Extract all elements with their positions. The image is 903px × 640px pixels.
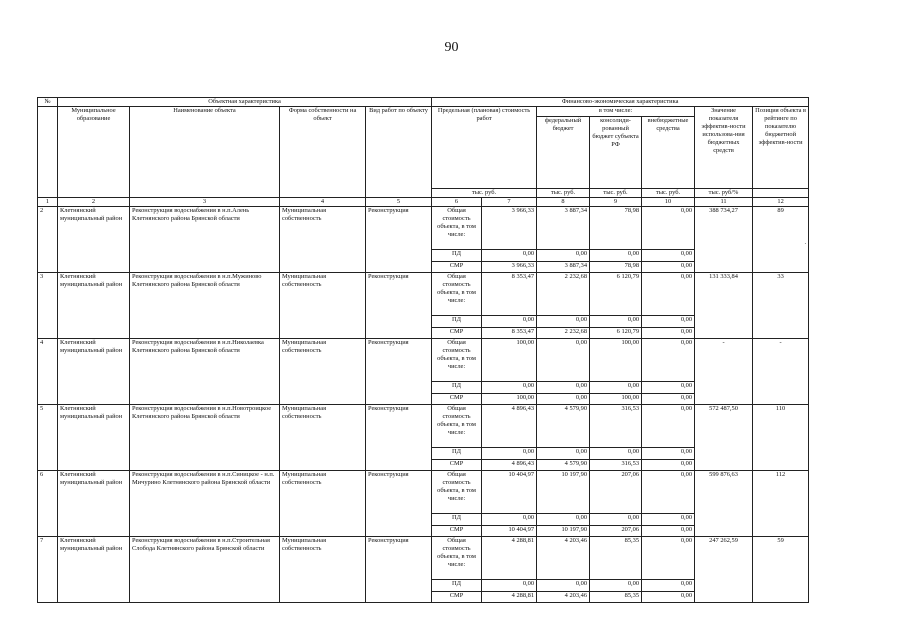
- rating-cell: [753, 405, 809, 471]
- federal-value: 3 887,34: [537, 207, 590, 250]
- pd-total-value: 0,00: [482, 250, 537, 261]
- work-type-cell: Реконструкция: [366, 405, 432, 471]
- smr-consolidated-value: 100,00: [590, 393, 642, 404]
- column-number: 4: [280, 197, 366, 206]
- pd-federal-value: 0,00: [537, 316, 590, 327]
- pd-label: ПД: [432, 316, 482, 327]
- column-number: 8: [537, 197, 590, 206]
- federal-value: 4 203,46: [537, 536, 590, 579]
- smr-label: СМР: [432, 591, 482, 603]
- table-row: [38, 273, 809, 316]
- column-number: 11: [695, 197, 753, 206]
- pd-total-value: 0,00: [482, 316, 537, 327]
- header-ownership: Форма собственности на объект: [280, 107, 366, 198]
- column-number: 2: [58, 197, 130, 206]
- work-type-cell: Реконструкция: [366, 536, 432, 602]
- pd-federal-value: 0,00: [537, 448, 590, 459]
- rating-value: 59: [777, 536, 784, 544]
- pd-label: ПД: [432, 514, 482, 525]
- pd-consolidated-value: 0,00: [590, 316, 642, 327]
- federal-value: 0,00: [537, 339, 590, 382]
- pd-consolidated-value: 0,00: [590, 448, 642, 459]
- row-number: 3: [38, 273, 58, 339]
- work-type-cell: Реконструкция: [366, 273, 432, 339]
- smr-federal-value: 10 197,90: [537, 525, 590, 536]
- total-cost-value: 10 404,97: [482, 470, 537, 513]
- row-number: 5: [38, 405, 58, 471]
- column-number: 9: [590, 197, 642, 206]
- work-type-cell: Реконструкция: [366, 470, 432, 536]
- municipality-cell: Клетнянский муниципальный район: [58, 273, 130, 339]
- header-indicator-value: Значение показателя эффектив-ности использова-ния бюджетных средств: [695, 107, 753, 188]
- column-number: 6: [432, 197, 482, 206]
- cost-label-total: Общая стоимость объекта, в том числе:: [432, 207, 482, 250]
- pd-extrabudget-value: 0,00: [642, 514, 695, 525]
- smr-total-value: 100,00: [482, 393, 537, 404]
- header-municipality: Муниципальное образование: [58, 107, 130, 198]
- rating-value: 33: [777, 273, 784, 281]
- object-name-cell: Реконструкция водоснабжения в н.п.Алень Клетнянского района Брянской области: [130, 207, 280, 273]
- extrabudget-value: 0,00: [642, 536, 695, 579]
- rating-cell: [753, 536, 809, 602]
- indicator-value-cell: -: [695, 339, 753, 405]
- header-including: в том числе:: [537, 107, 695, 116]
- smr-federal-value: 4 203,46: [537, 591, 590, 603]
- smr-total-value: 4 896,43: [482, 459, 537, 470]
- header-rating-position: Позиция объекта в рейтинге по показателю бюджетной эффектив-ности: [753, 107, 809, 188]
- smr-federal-value: 0,00: [537, 393, 590, 404]
- pd-extrabudget-value: 0,00: [642, 316, 695, 327]
- smr-label: СМР: [432, 525, 482, 536]
- smr-consolidated-value: 6 120,79: [590, 327, 642, 338]
- smr-extrabudget-value: 0,00: [642, 459, 695, 470]
- header-no: №: [38, 98, 58, 107]
- row-number: 2: [38, 207, 58, 273]
- ownership-cell: Муниципальная собственность: [280, 273, 366, 339]
- rating-cell: [753, 339, 809, 405]
- unit-extrabudget: тыс. руб.: [642, 188, 695, 197]
- smr-extrabudget-value: 0,00: [642, 591, 695, 603]
- smr-consolidated-value: 85,35: [590, 591, 642, 603]
- unit-rating: [753, 188, 809, 197]
- pd-consolidated-value: 0,00: [590, 580, 642, 591]
- column-number: 7: [482, 197, 537, 206]
- indicator-value-cell: 131 333,84: [695, 273, 753, 339]
- column-number: 1: [38, 197, 58, 206]
- row-number: 7: [38, 536, 58, 602]
- rating-value: 89: [777, 207, 784, 215]
- row-number: 4: [38, 339, 58, 405]
- municipality-cell: Клетнянский муниципальный район: [58, 405, 130, 471]
- municipality-cell: Клетнянский муниципальный район: [58, 207, 130, 273]
- object-name-cell: Реконструкция водоснабжения в н.п.Синицкое - н.п. Мичурино Клетнянского района Брянской области: [130, 470, 280, 536]
- total-cost-value: 8 353,47: [482, 273, 537, 316]
- table-row: [38, 207, 809, 250]
- pd-federal-value: 0,00: [537, 580, 590, 591]
- smr-extrabudget-value: 0,00: [642, 327, 695, 338]
- pd-federal-value: 0,00: [537, 250, 590, 261]
- pd-extrabudget-value: 0,00: [642, 250, 695, 261]
- smr-extrabudget-value: 0,00: [642, 261, 695, 272]
- cost-label-total: Общая стоимость объекта, в том числе:: [432, 339, 482, 382]
- header-planned-cost: Предельная (плановая) стоимость работ: [432, 107, 537, 188]
- unit-federal: тыс. руб.: [537, 188, 590, 197]
- header-finance-group: Финансово-экономическая характеристика: [432, 98, 809, 107]
- smr-label: СМР: [432, 327, 482, 338]
- table-row: [38, 470, 809, 513]
- unit-indicator: тыс. руб/%: [695, 188, 753, 197]
- cost-label-total: Общая стоимость объекта, в том числе:: [432, 470, 482, 513]
- investment-table: [37, 97, 809, 603]
- work-type-cell: Реконструкция: [366, 207, 432, 273]
- smr-consolidated-value: 207,06: [590, 525, 642, 536]
- cost-label-total: Общая стоимость объекта, в том числе:: [432, 273, 482, 316]
- pd-consolidated-value: 0,00: [590, 514, 642, 525]
- header-consolidated: консолиди-рованный бюджет субъекта РФ: [590, 116, 642, 188]
- smr-consolidated-value: 316,53: [590, 459, 642, 470]
- federal-value: 2 232,68: [537, 273, 590, 316]
- ownership-cell: Муниципальная собственность: [280, 207, 366, 273]
- pd-total-value: 0,00: [482, 382, 537, 393]
- consolidated-value: 78,98: [590, 207, 642, 250]
- indicator-value-cell: 572 487,50: [695, 405, 753, 471]
- pd-total-value: 0,00: [482, 514, 537, 525]
- header-object-group: Объектная характеристика: [58, 98, 432, 107]
- header-work-type: Вид работ по объекту: [366, 107, 432, 198]
- extrabudget-value: 0,00: [642, 339, 695, 382]
- pd-label: ПД: [432, 580, 482, 591]
- municipality-cell: Клетнянский муниципальный район: [58, 536, 130, 602]
- header-extrabudget: внебюджетные средства: [642, 116, 695, 188]
- municipality-cell: Клетнянский муниципальный район: [58, 339, 130, 405]
- header-object-name: Наименование объекта: [130, 107, 280, 198]
- pd-federal-value: 0,00: [537, 514, 590, 525]
- work-type-cell: Реконструкция: [366, 339, 432, 405]
- column-number: 5: [366, 197, 432, 206]
- ownership-cell: Муниципальная собственность: [280, 470, 366, 536]
- consolidated-value: 100,00: [590, 339, 642, 382]
- smr-total-value: 3 966,33: [482, 261, 537, 272]
- table-row: [38, 405, 809, 448]
- pd-label: ПД: [432, 448, 482, 459]
- federal-value: 10 197,90: [537, 470, 590, 513]
- indicator-value-cell: 388 734,27: [695, 207, 753, 273]
- object-name-cell: Реконструкция водоснабжения в н.п.Новотроицкое Клетнянского района Брянской области: [130, 405, 280, 471]
- total-cost-value: 4 896,43: [482, 405, 537, 448]
- pd-extrabudget-value: 0,00: [642, 580, 695, 591]
- smr-label: СМР: [432, 261, 482, 272]
- extrabudget-value: 0,00: [642, 207, 695, 250]
- column-number: 10: [642, 197, 695, 206]
- total-cost-value: 3 966,33: [482, 207, 537, 250]
- smr-consolidated-value: 78,98: [590, 261, 642, 272]
- smr-extrabudget-value: 0,00: [642, 393, 695, 404]
- consolidated-value: 6 120,79: [590, 273, 642, 316]
- consolidated-value: 207,06: [590, 470, 642, 513]
- indicator-value-cell: 599 876,63: [695, 470, 753, 536]
- smr-federal-value: 2 232,68: [537, 327, 590, 338]
- pd-extrabudget-value: 0,00: [642, 448, 695, 459]
- extrabudget-value: 0,00: [642, 273, 695, 316]
- smr-federal-value: 3 887,34: [537, 261, 590, 272]
- pd-extrabudget-value: 0,00: [642, 382, 695, 393]
- unit-consolidated: тыс. руб.: [590, 188, 642, 197]
- extrabudget-value: 0,00: [642, 470, 695, 513]
- consolidated-value: 85,35: [590, 536, 642, 579]
- rating-value: 110: [775, 405, 786, 413]
- smr-label: СМР: [432, 393, 482, 404]
- table-row: [38, 339, 809, 382]
- cost-label-total: Общая стоимость объекта, в том числе:: [432, 405, 482, 448]
- rating-cell: [753, 207, 809, 273]
- municipality-cell: Клетнянский муниципальный район: [58, 470, 130, 536]
- pd-consolidated-value: 0,00: [590, 382, 642, 393]
- consolidated-value: 316,53: [590, 405, 642, 448]
- row-number: 6: [38, 470, 58, 536]
- smr-extrabudget-value: 0,00: [642, 525, 695, 536]
- ownership-cell: Муниципальная собственность: [280, 339, 366, 405]
- rating-value: -: [779, 339, 782, 347]
- smr-total-value: 10 404,97: [482, 525, 537, 536]
- smr-federal-value: 4 579,90: [537, 459, 590, 470]
- smr-total-value: 4 288,81: [482, 591, 537, 603]
- page-number: 90: [444, 40, 459, 55]
- pd-consolidated-value: 0,00: [590, 250, 642, 261]
- pd-label: ПД: [432, 382, 482, 393]
- rating-cell: [753, 273, 809, 339]
- pd-label: ПД: [432, 250, 482, 261]
- ownership-cell: Муниципальная собственность: [280, 536, 366, 602]
- ownership-cell: Муниципальная собственность: [280, 405, 366, 471]
- total-cost-value: 100,00: [482, 339, 537, 382]
- column-number: 12: [753, 197, 809, 206]
- federal-value: 4 579,90: [537, 405, 590, 448]
- cost-label-total: Общая стоимость объекта, в том числе:: [432, 536, 482, 579]
- object-name-cell: Реконструкция водоснабжения в н.п.Николаевка Клетнянского района Брянской области: [130, 339, 280, 405]
- pd-total-value: 0,00: [482, 580, 537, 591]
- rating-cell: [753, 470, 809, 536]
- object-name-cell: Реконструкция водоснабжения в н.п.Мужиново Клетнянского района Брянской области: [130, 273, 280, 339]
- header-federal: федеральный бюджет: [537, 116, 590, 188]
- object-name-cell: Реконструкция водоснабжения в н.п.Строительная Слобода Клетнянского района Брянской области: [130, 536, 280, 602]
- smr-label: СМР: [432, 459, 482, 470]
- rating-value: 112: [775, 470, 786, 478]
- indicator-value-cell: 247 262,59: [695, 536, 753, 602]
- document-sheet: [37, 97, 808, 603]
- column-number: 3: [130, 197, 280, 206]
- table-row: [38, 536, 809, 579]
- pd-total-value: 0,00: [482, 448, 537, 459]
- header-no-blank: [38, 107, 58, 198]
- unit-planned: тыс. руб.: [432, 188, 537, 197]
- smr-total-value: 8 353,47: [482, 327, 537, 338]
- total-cost-value: 4 288,81: [482, 536, 537, 579]
- pd-federal-value: 0,00: [537, 382, 590, 393]
- extrabudget-value: 0,00: [642, 405, 695, 448]
- scan-mark: .: [804, 239, 807, 247]
